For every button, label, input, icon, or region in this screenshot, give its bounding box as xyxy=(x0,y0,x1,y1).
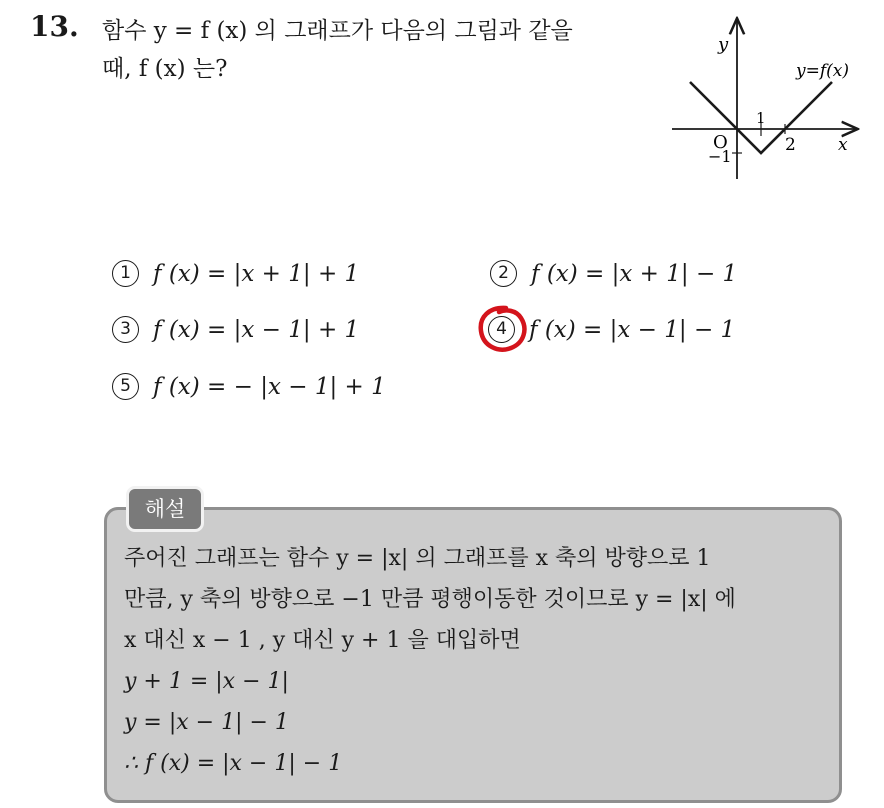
choice-5[interactable] xyxy=(112,373,386,400)
tick-label-x-2: 2 xyxy=(785,135,796,155)
curve-label: y=f(x) xyxy=(796,61,849,81)
x-axis-label: x xyxy=(838,135,848,155)
solution-line-3: x 대신 x − 1 , y 대신 y + 1 을 대입하면 xyxy=(124,628,521,653)
choice-3[interactable] xyxy=(112,316,359,343)
question-line-2: 때, f (x) 는? xyxy=(102,56,228,82)
question-line-1: 함수 y = f (x) 의 그래프가 다음의 그림과 같을 xyxy=(102,18,573,44)
choice-number-3: 3 xyxy=(112,316,139,343)
solution-line-6: ∴ f (x) = |x − 1| − 1 xyxy=(124,751,343,776)
answer-mark-stroke xyxy=(481,308,525,350)
choice-expression-5: f (x) = − |x − 1| + 1 xyxy=(153,373,386,400)
question-text xyxy=(102,12,662,88)
answer-mark xyxy=(474,302,532,358)
choice-number-5: 5 xyxy=(112,373,139,400)
solution-line-2: 만큼, y 축의 방향으로 −1 만큼 평행이동한 것이므로 y = |x| 에 xyxy=(124,587,736,612)
function-graph xyxy=(668,14,868,184)
choice-expression-4: f (x) = |x − 1| − 1 xyxy=(529,316,736,343)
solution-tag: 해설 xyxy=(126,486,204,532)
choice-number-1: 1 xyxy=(112,260,139,287)
choice-number-4: 4 xyxy=(488,316,515,343)
choice-2[interactable] xyxy=(490,260,737,287)
choice-number-2: 2 xyxy=(490,260,517,287)
solution-line-5: y = |x − 1| − 1 xyxy=(124,710,289,735)
solution-line-4: y + 1 = |x − 1| xyxy=(124,669,289,694)
tick-label-y-neg1: −1 xyxy=(708,147,732,166)
question-number: 13. xyxy=(30,10,79,43)
choice-1[interactable] xyxy=(112,260,359,287)
tick-label-y-1: 1 xyxy=(756,109,766,127)
choice-expression-3: f (x) = |x − 1| + 1 xyxy=(153,316,360,343)
solution-line-1: 주어진 그래프는 함수 y = |x| 의 그래프를 x 축의 방향으로 1 xyxy=(124,546,711,571)
choice-expression-1: f (x) = |x + 1| + 1 xyxy=(153,260,360,287)
choice-expression-2: f (x) = |x + 1| − 1 xyxy=(531,260,738,287)
solution-text xyxy=(124,538,834,784)
origin-label: O xyxy=(713,132,728,153)
y-axis-label: y xyxy=(718,34,729,55)
